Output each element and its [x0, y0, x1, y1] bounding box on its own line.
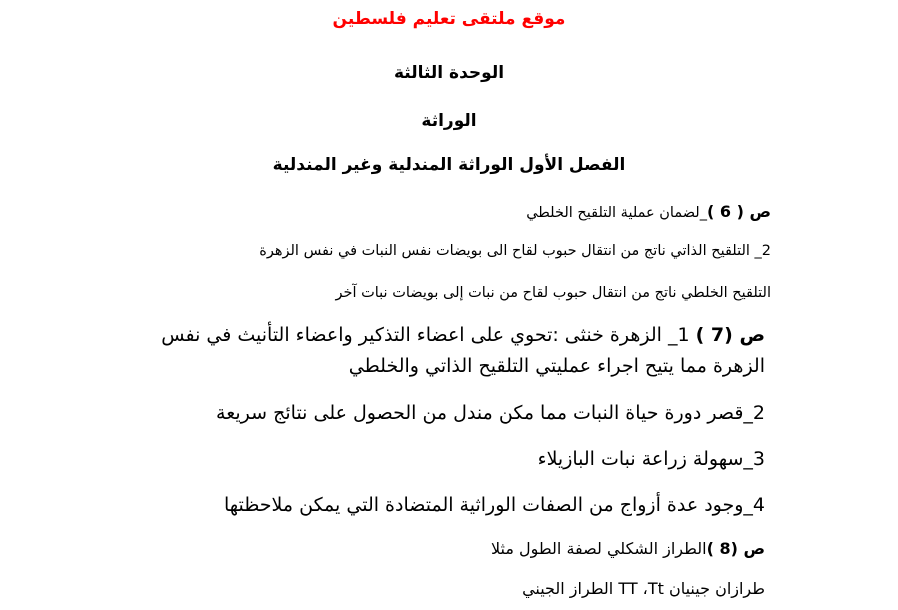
answer-line-6	[216, 402, 765, 424]
answer-line-4	[161, 324, 765, 346]
answer-line-9	[491, 539, 765, 558]
answer-line-7	[538, 448, 765, 470]
answer-text: 2_ التلقيح الذاتي ناتج من انتقال حبوب لقاح الى بويضات نفس النبات في نفس الزهرة	[259, 243, 771, 259]
answer-line-5	[349, 355, 765, 377]
answer-text: 2_قصر دورة حياة النبات مما مكن مندل من الحصول على نتائج سريعة	[216, 402, 765, 424]
answer-text: طرازان جينيان TT ،Tt الطراز الجيني	[522, 579, 765, 598]
answer-line-2	[259, 243, 771, 259]
answer-line-10	[522, 579, 765, 598]
answer-text: الزهرة مما يتيح اجراء عمليتي التلقيح الذاتي والخلطي	[348, 355, 765, 377]
topic-heading: الوراثة	[421, 111, 477, 131]
chapter-heading: الفصل الأول الوراثة المندلية وغير المندلية	[272, 155, 626, 175]
answer-line-3	[336, 285, 771, 301]
answer-line-8	[224, 494, 765, 516]
answer-text: _لضمان عملية التلقيح الخلطي	[526, 205, 707, 221]
answer-text: 4_وجود عدة أزواج من الصفات الوراثية المتضادة التي يمكن ملاحظتها	[223, 494, 765, 516]
answer-text: الطراز الشكلي لصفة الطول مثلا	[491, 539, 707, 558]
answer-text: 1_ الزهرة خنثى :تحوي على اعضاء التذكير واعضاء التأنيث في نفس	[161, 324, 696, 346]
page-reference: ص (8 )	[706, 539, 765, 558]
answer-line-1	[526, 202, 771, 221]
answer-text: التلقيح الخلطي ناتج من انتقال حبوب لقاح من نبات إلى بويضات نبات آخر	[335, 285, 771, 301]
unit-heading: الوحدة الثالثة	[393, 63, 505, 83]
answer-text: 3_سهولة زراعة نبات البازيلاء	[537, 448, 765, 470]
site-title: موقع ملتقى تعليم فلسطين	[332, 9, 566, 29]
page-reference: ص (7 )	[695, 324, 765, 346]
page-reference: ص ( 6 )	[706, 202, 771, 221]
